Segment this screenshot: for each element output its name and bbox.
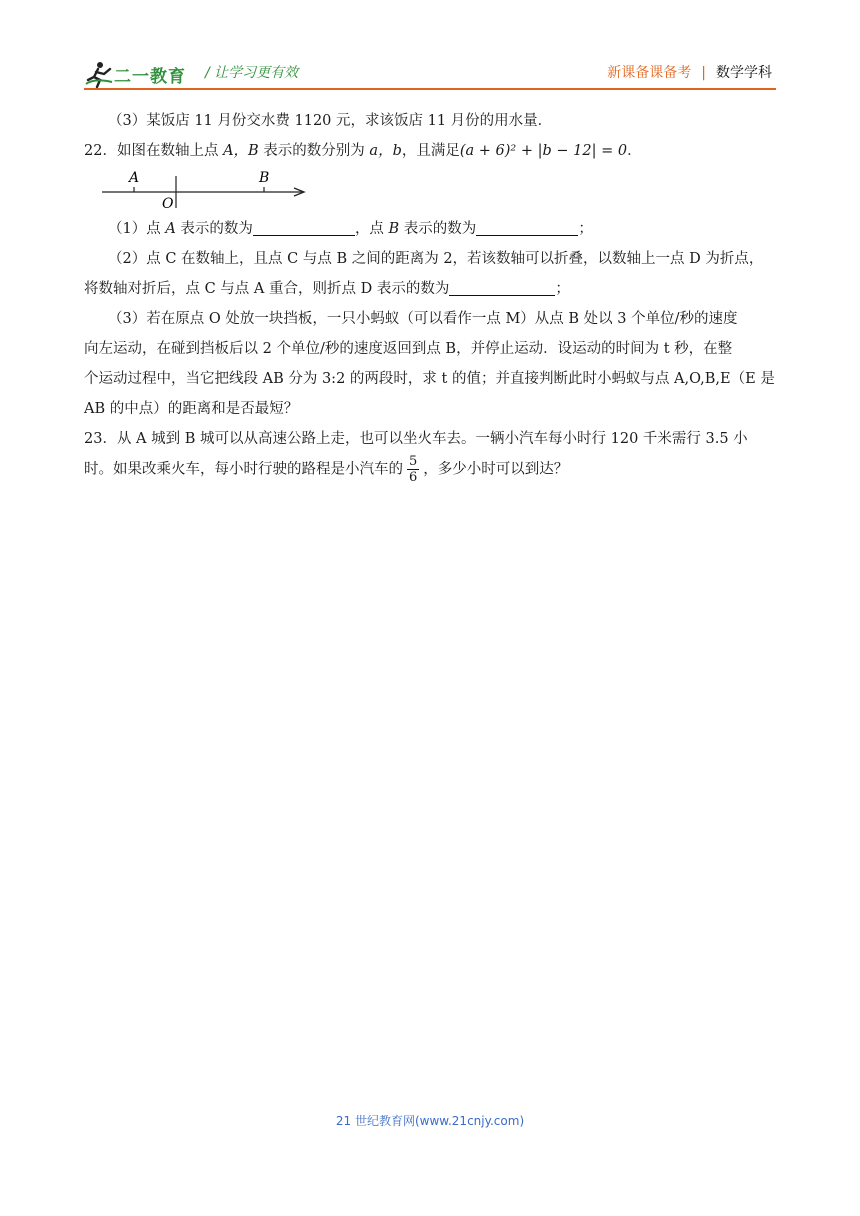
answer-blank-A[interactable] (253, 217, 355, 236)
q22-p1-g: ； (578, 221, 593, 237)
answer-blank-B[interactable] (476, 217, 578, 236)
q22-p1-c: 表示的数为 (175, 221, 253, 237)
q22-p1-d: ，点 (354, 221, 389, 237)
fraction-denominator: 6 (409, 470, 418, 485)
question-22-part-1 (84, 214, 776, 244)
q22-p1-f: 表示的数为 (399, 221, 477, 237)
q22-stem-vars: A，B (223, 143, 259, 159)
header-subject (607, 62, 772, 82)
slogan: / 让学习更有效 (205, 65, 299, 81)
document-body (84, 106, 776, 485)
runner-logo-icon (84, 60, 114, 88)
q23-line2-a: 时。如果改乘火车，每小时行驶的路程是小汽车的 (84, 461, 403, 478)
logo-text: 二一教育 (114, 67, 186, 87)
question-23-line-1: 23．从 A 城到 B 城可以从高速公路上走，也可以坐火车去。一辆小汽车每小时行 120 千米需行 3.5 小 (84, 431, 748, 447)
number-line-diagram (98, 168, 318, 212)
question-21-part-3: （3）某饭店 11 月份交水费 1120 元，求该饭店 11 月份的用水量． (108, 113, 553, 129)
q23-line2-b: ，多少小时可以到达？ (423, 461, 569, 478)
header-subject-label: 数学学科 (716, 65, 772, 81)
question-22-part-2-line-2 (84, 274, 776, 304)
label-B: B (259, 170, 270, 186)
q22-formula: (a + 6)² + |b − 12| = 0 (459, 143, 628, 159)
q22-p2-b: ； (555, 281, 570, 297)
question-22-part-3-line-3: 个运动过程中，当它把线段 AB 分为 3:2 的两段时，求 t 的值；并直接判断此时小蚂蚁与点 A,O,B,E（E 是 (84, 371, 775, 387)
question-22-part-3-line-2: 向左运动，在碰到挡板后以 2 个单位/秒的速度返回到点 B，并停止运动．设运动的时间为 t 秒，在整 (84, 341, 733, 357)
logo (84, 58, 194, 90)
question-22-part-2-line-1: （2）点 C 在数轴上，且点 C 与点 B 之间的距离为 2，若该数轴可以折叠，以数轴上一点 D 为折点， (108, 251, 764, 267)
q22-p1-a: （1）点 (108, 221, 166, 237)
answer-blank-D[interactable] (449, 277, 555, 296)
header-separator: | (701, 65, 706, 81)
fraction-five-sixths (407, 454, 419, 485)
question-22-part-3-line-4: AB 的中点）的距离和是否最短？ (84, 401, 299, 417)
page-footer[interactable]: 21 世纪教育网(www.21cnjy.com) (335, 1114, 525, 1128)
question-22-part-3-line-1: （3）若在原点 O 处放一块挡板，一只小蚂蚁（可以看作一点 M）从点 B 处以 3 个单位/秒的速度 (108, 311, 738, 327)
question-23-line-2 (84, 454, 776, 485)
q22-stem-end: ． (627, 143, 642, 159)
label-A: A (129, 170, 140, 186)
q22-p2-a: 将数轴对折后，点 C 与点 A 重合，则折点 D 表示的数为 (84, 281, 450, 297)
fraction-numerator: 5 (409, 454, 418, 469)
header-divider (84, 88, 776, 90)
header-course-label: 新课备课备考 (607, 65, 692, 81)
q22-p1-e: B (388, 221, 400, 237)
q22-p1-b: A (165, 221, 176, 237)
q22-stem-mid: 表示的数分别为 (258, 143, 370, 159)
q22-stem-prefix: 22．如图在数轴上点 (84, 143, 224, 159)
q22-stem-cond: ，且满足 (401, 143, 460, 159)
q22-stem-ab: a，b (369, 143, 402, 159)
label-O: O (162, 196, 174, 212)
page-header (0, 0, 860, 96)
question-22-stem (84, 136, 776, 166)
